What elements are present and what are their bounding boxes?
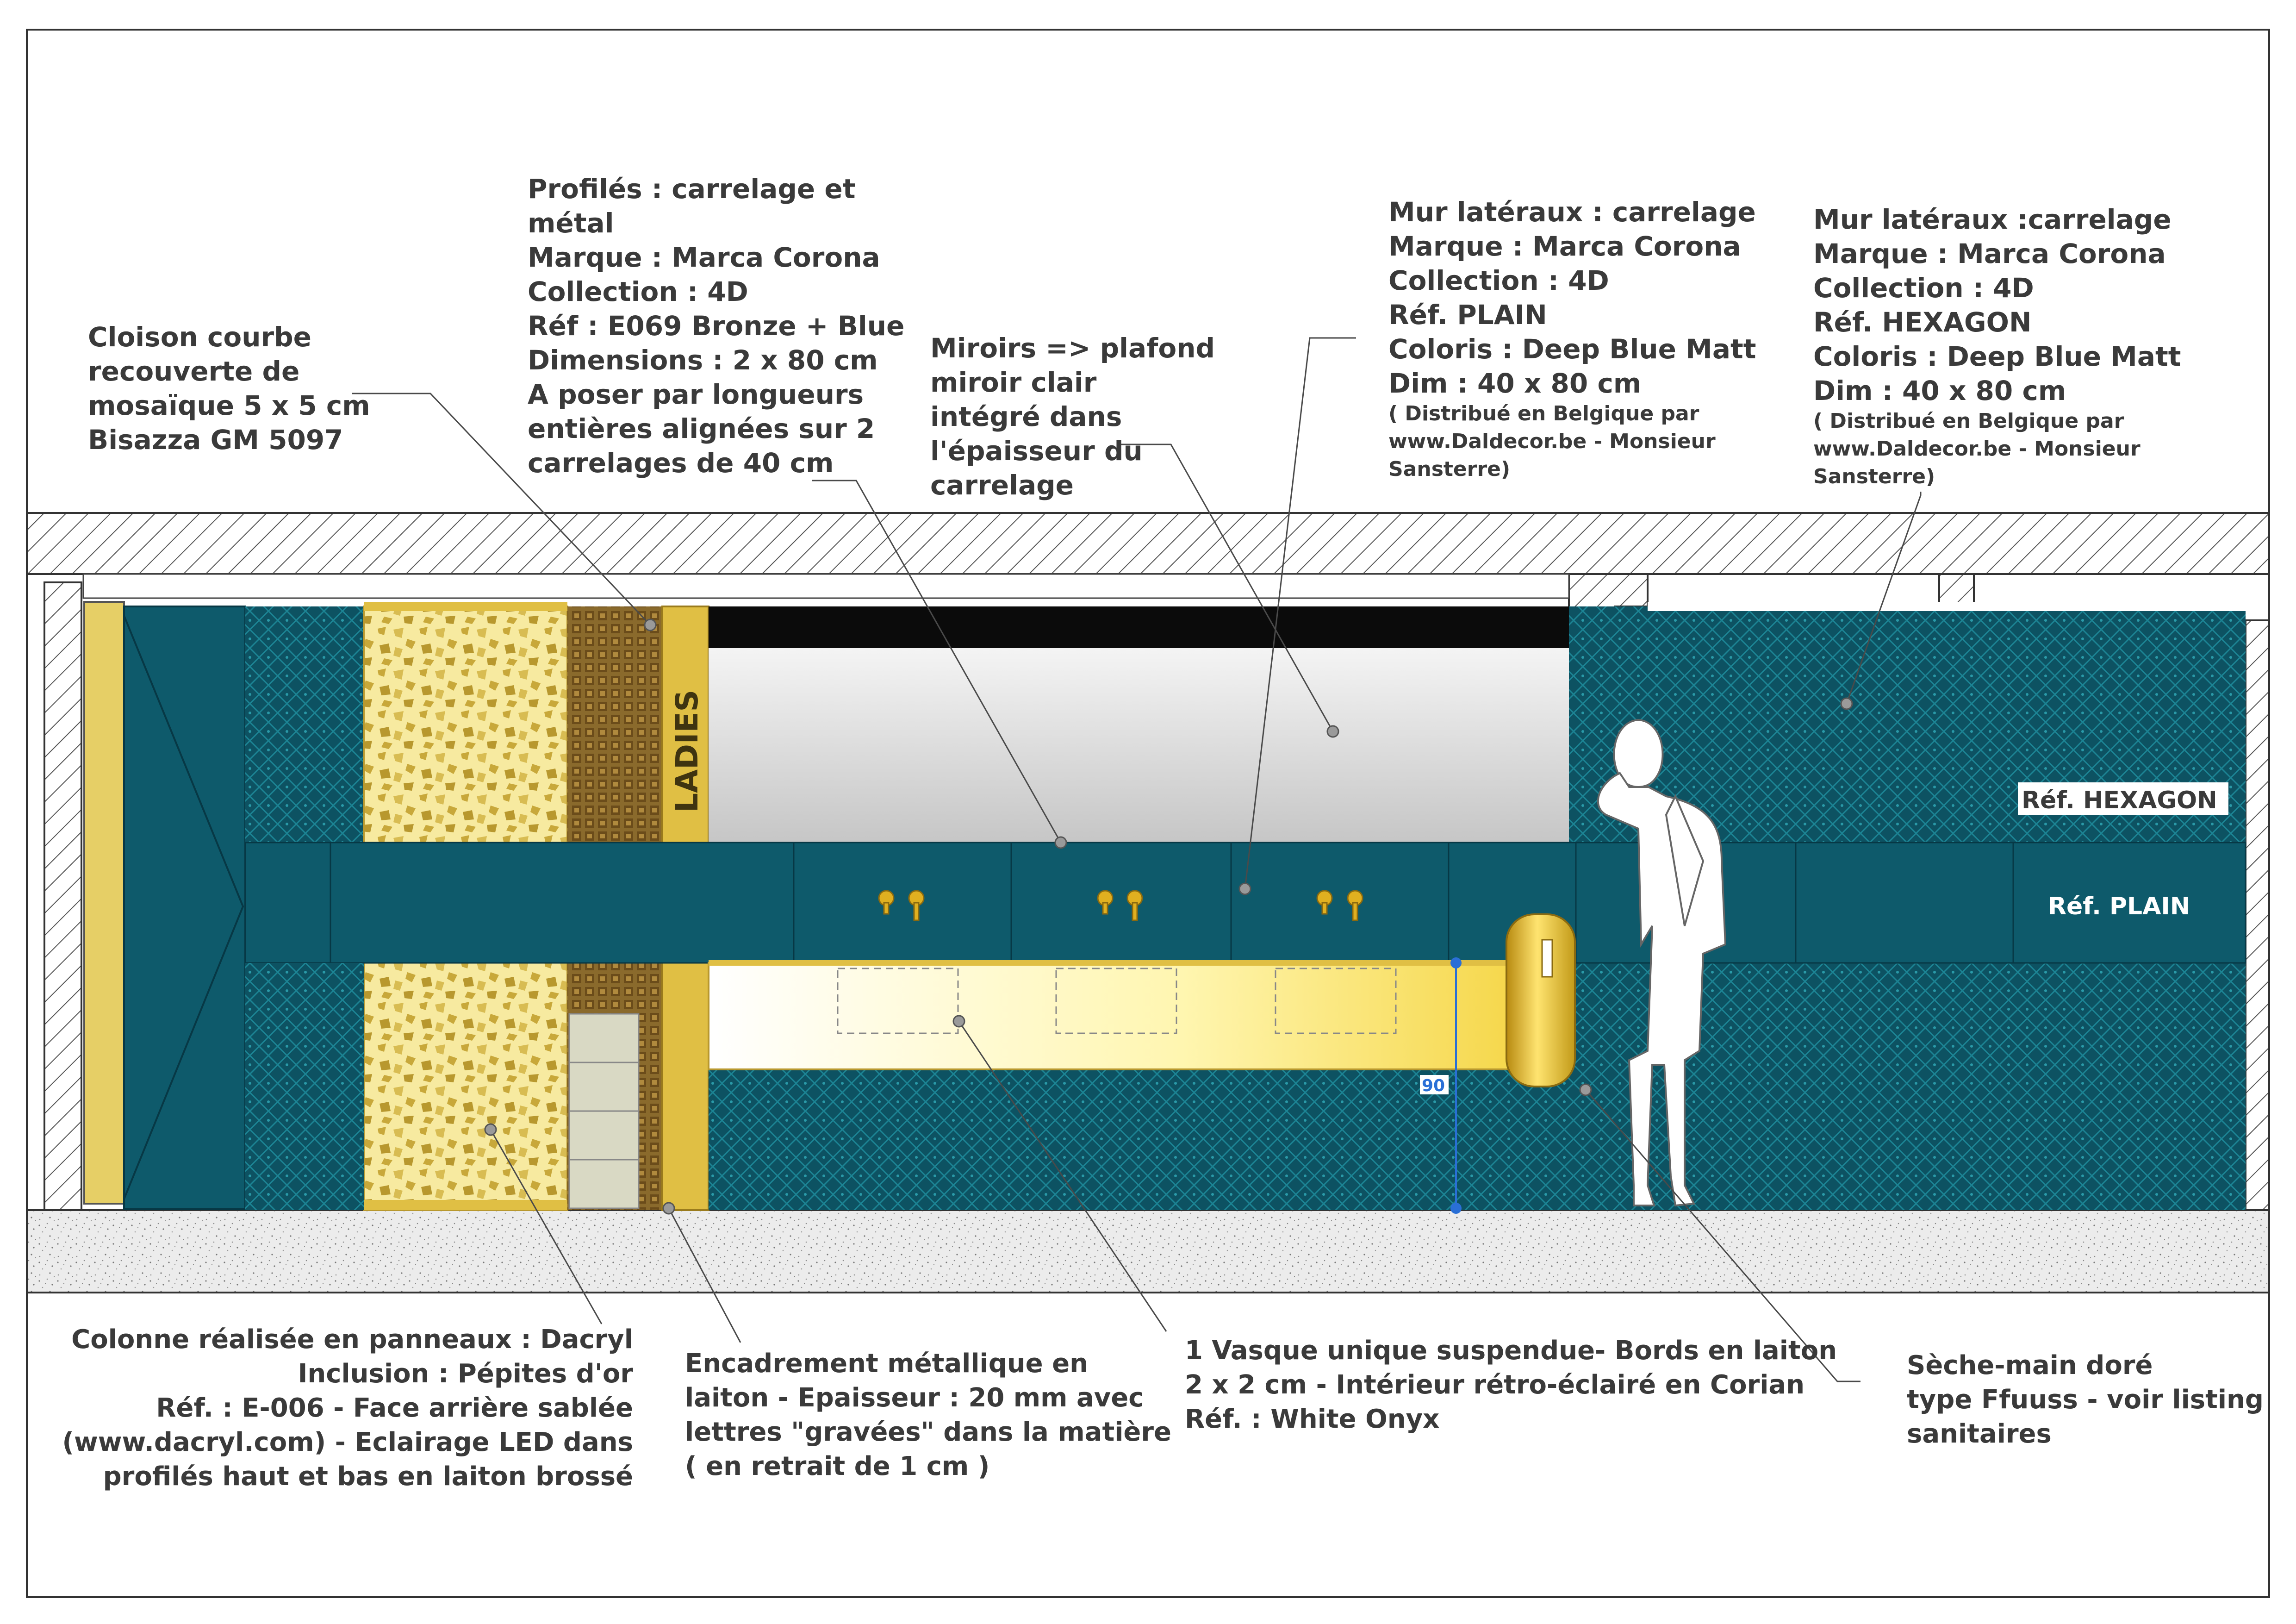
hand-dryer-slot xyxy=(1542,940,1552,977)
note-line: Coloris : Deep Blue Matt xyxy=(1813,341,2181,372)
note-mur-plain xyxy=(1388,196,1756,399)
note-line: Inclusion : Pépites d'or xyxy=(298,1359,633,1389)
ceiling-slab xyxy=(27,513,2269,574)
curved-partition xyxy=(124,606,245,1209)
note-line: profilés haut et bas en laiton brossé xyxy=(103,1462,633,1492)
note-line: Réf. : White Onyx xyxy=(1185,1404,1440,1434)
note-line: métal xyxy=(528,207,614,239)
note-line: Dim : 40 x 80 cm xyxy=(1813,375,2066,406)
note-line: carrelages de 40 cm xyxy=(528,447,834,479)
note-line: Dim : 40 x 80 cm xyxy=(1388,368,1642,399)
vanity-brass-edge xyxy=(709,960,1569,966)
dimension-endpoint xyxy=(1450,957,1462,968)
note-line: Marque : Marca Corona xyxy=(528,242,880,273)
left-wall xyxy=(44,582,81,1210)
note-line: carrelage xyxy=(930,469,1074,501)
note-line: Marque : Marca Corona xyxy=(1813,238,2166,269)
note-encadrement xyxy=(685,1349,1171,1481)
note-line: l'épaisseur du xyxy=(930,435,1143,467)
note-line: A poser par longueurs xyxy=(528,379,864,410)
note-line: Bisazza GM 5097 xyxy=(88,424,343,456)
note-line: Miroirs => plafond xyxy=(930,332,1215,364)
note-line: Collection : 4D xyxy=(1813,272,2034,304)
note-mur-hexagon-dist xyxy=(1813,409,2140,488)
note-line: (www.dacryl.com) - Eclairage LED dans xyxy=(62,1427,633,1457)
note-mur-hexagon xyxy=(1813,204,2181,406)
note-line: Réf. PLAIN xyxy=(1388,299,1547,331)
note-line: Réf. HEXAGON xyxy=(1813,306,2032,338)
right-wall xyxy=(2246,620,2269,1210)
dimension-label: 90 xyxy=(1422,1076,1445,1095)
hexagon-tile-wall-lower-left xyxy=(245,963,364,1210)
note-line: Colonne réalisée en panneaux : Dacryl xyxy=(71,1324,633,1355)
note-line: recouverte de xyxy=(88,356,300,387)
mirror-ceiling-band xyxy=(709,606,1569,648)
note-line: www.Daldecor.be - Monsieur xyxy=(1813,437,2140,461)
note-cloison xyxy=(88,321,370,456)
note-line: laiton - Epaisseur : 20 mm avec xyxy=(685,1383,1144,1413)
column-profile-bottom xyxy=(364,1200,567,1210)
note-line: Collection : 4D xyxy=(528,276,748,307)
note-line: Dimensions : 2 x 80 cm xyxy=(528,344,878,376)
note-line: ( Distribué en Belgique par xyxy=(1813,409,2124,433)
note-line: sanitaires xyxy=(1907,1419,2052,1449)
column-profile-top xyxy=(364,602,567,611)
hexagon-wall-top-strip xyxy=(1648,602,2246,611)
note-line: Sansterre) xyxy=(1388,457,1511,481)
note-line: Collection : 4D xyxy=(1388,265,1609,296)
note-colonne xyxy=(62,1324,633,1492)
note-line: lettres "gravées" dans la matière xyxy=(685,1417,1172,1447)
note-line: ( en retrait de 1 cm ) xyxy=(685,1451,990,1481)
note-miroirs xyxy=(930,332,1215,501)
note-line: miroir clair xyxy=(930,367,1097,398)
hand-dryer xyxy=(1506,914,1575,1087)
note-line: Encadrement métallique en xyxy=(685,1349,1089,1379)
note-line: ( Distribué en Belgique par xyxy=(1388,402,1699,425)
floor-slab xyxy=(27,1210,2269,1293)
note-line: Réf. : E-006 - Face arrière sablée xyxy=(156,1393,633,1423)
label-plain: Réf. PLAIN xyxy=(2048,893,2190,920)
ceiling-strip xyxy=(83,574,1569,598)
note-line: Réf : E069 Bronze + Blue xyxy=(528,310,905,342)
note-line: Profilés : carrelage et xyxy=(528,173,856,205)
mirror xyxy=(709,648,1569,843)
plain-tile-band xyxy=(245,843,2246,963)
note-line: mosaïque 5 x 5 cm xyxy=(88,390,370,421)
note-line: Sansterre) xyxy=(1813,465,1935,488)
note-line: Marque : Marca Corona xyxy=(1388,231,1741,262)
note-line: type Ffuuss - voir listing xyxy=(1907,1385,2264,1415)
vanity-basin xyxy=(709,963,1569,1069)
note-line: Mur latéraux : carrelage xyxy=(1388,196,1756,228)
note-seche xyxy=(1907,1350,2264,1449)
note-line: Cloison courbe xyxy=(88,321,312,353)
note-line: intégré dans xyxy=(930,401,1122,432)
note-line: Sèche-main doré xyxy=(1907,1350,2153,1380)
note-vasque xyxy=(1185,1336,1837,1434)
note-line: www.Daldecor.be - Monsieur xyxy=(1388,430,1716,453)
note-line: 2 x 2 cm - Intérieur rétro-éclairé en Corian xyxy=(1185,1370,1805,1400)
note-profiles xyxy=(528,173,904,479)
label-hexagon: Réf. HEXAGON xyxy=(2022,787,2217,814)
note-line: entières alignées sur 2 xyxy=(528,413,875,444)
curved-partition-frame xyxy=(84,602,124,1204)
ladies-sign: LADIES xyxy=(669,689,705,812)
dimension-endpoint xyxy=(1450,1203,1462,1214)
note-line: Mur latéraux :carrelage xyxy=(1813,204,2172,235)
note-line: Coloris : Deep Blue Matt xyxy=(1388,333,1756,365)
note-line: 1 Vasque unique suspendue- Bords en laiton xyxy=(1185,1336,1837,1366)
note-mur-plain-dist xyxy=(1388,402,1716,481)
